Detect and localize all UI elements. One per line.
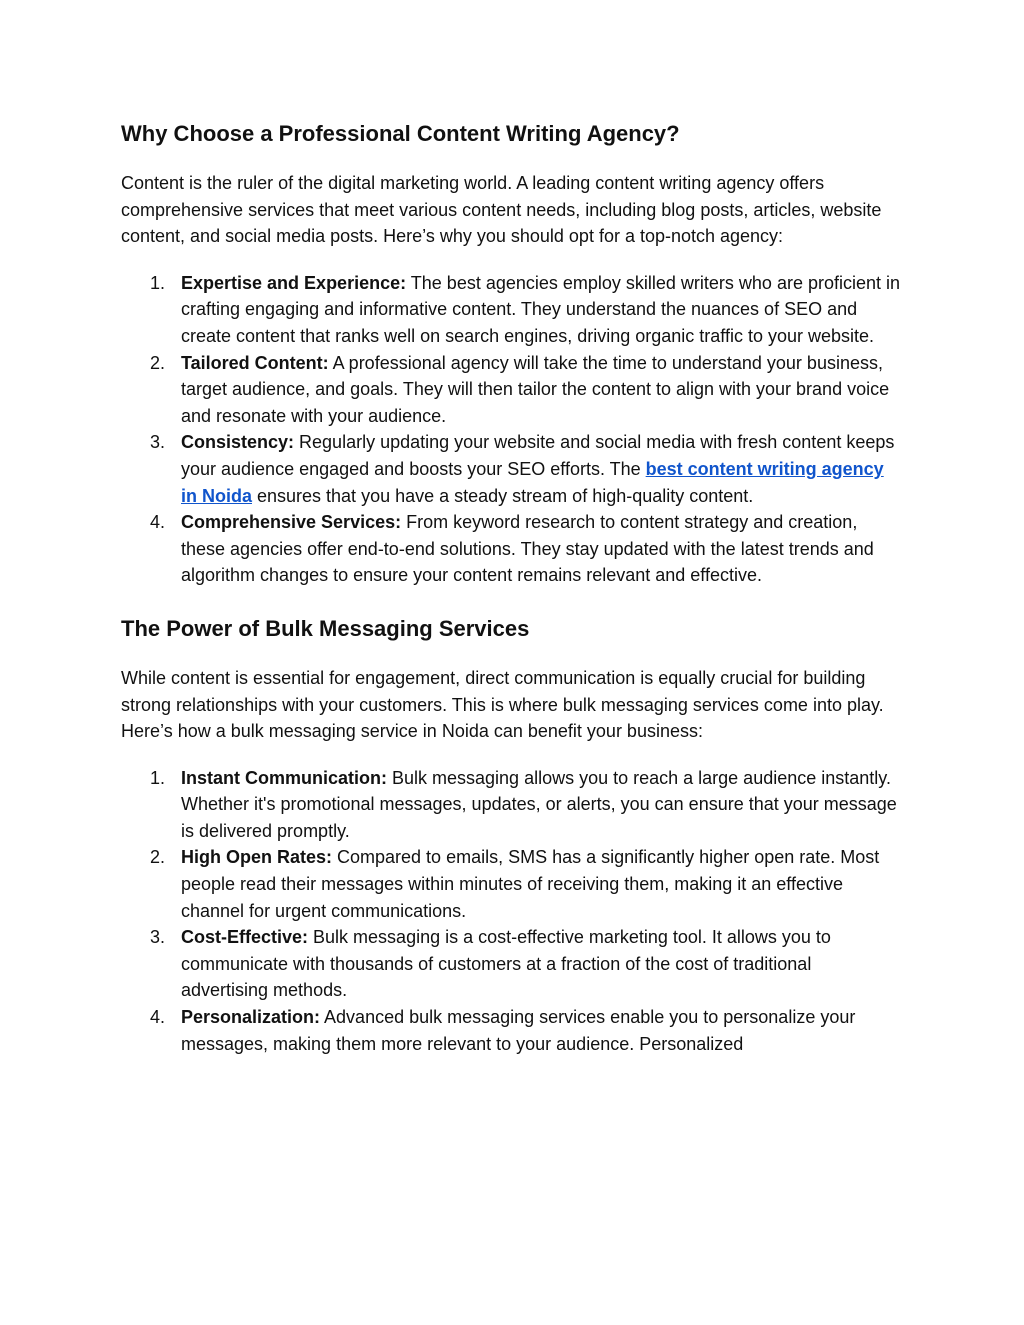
list-item-text: Bulk messaging is a cost-effective marketing tool. It allows you to communicate with thousands of customers at a fraction of the cost of traditional advertising methods. <box>181 927 831 1001</box>
list-number: 3. <box>150 927 166 948</box>
bulk-messaging-list <box>121 765 921 1058</box>
content-agency-list <box>121 270 921 589</box>
list-item-title: High Open Rates: <box>181 847 333 868</box>
list-item <box>121 350 901 430</box>
list-item-text: Advanced bulk messaging services enable you to personalize your messages, making them more relevant to your audience. Personalized <box>181 1007 856 1054</box>
list-number: 4. <box>150 1007 166 1028</box>
list-item-text: From keyword research to content strategy and creation, these agencies offer end-to-end solutions. They stay updated with the latest trends and algorithm changes to ensure your content remains relevant and effective. <box>181 512 874 586</box>
list-item <box>121 924 901 1004</box>
section-heading-content-agency: Why Choose a Professional Content Writing Agency? <box>121 121 680 146</box>
list-number: 2. <box>150 847 166 868</box>
list-item-text: ensures that you have a steady stream of high-quality content. <box>252 485 754 506</box>
list-item-text: Regularly updating your website and social media with fresh content keeps your audience engaged and boosts your SEO efforts. The <box>181 432 895 479</box>
list-item <box>121 270 901 350</box>
list-number: 2. <box>150 352 166 373</box>
list-number: 1. <box>150 272 166 293</box>
list-item-title: Expertise and Experience: <box>181 272 407 293</box>
list-item <box>121 429 901 509</box>
section-intro-paragraph: Content is the ruler of the digital marketing world. A leading content writing agency offers comprehensive services that meet various content needs, including blog posts, articles, website content, and social media posts. Here’s why you should opt for a top-notch agency: <box>121 173 882 247</box>
list-item <box>121 844 901 924</box>
content-agency-noida-link[interactable]: best content writing agency in Noida <box>181 458 884 506</box>
list-item-title: Personalization: <box>181 1007 321 1028</box>
list-item-text: A professional agency will take the time to understand your business, target audience, and goals. They will then tailor the content to align with your brand voice and resonate with your audience. <box>181 352 890 426</box>
list-item-text: Compared to emails, SMS has a significantly higher open rate. Most people read their messages within minutes of receiving them, making it an effective channel for urgent communications. <box>181 847 880 921</box>
section-heading-bulk-messaging: The Power of Bulk Messaging Services <box>121 615 530 641</box>
list-item-text: Bulk messaging allows you to reach a large audience instantly. Whether it's promotional messages, updates, or alerts, you can ensure that your message is delivered promptly. <box>181 767 897 841</box>
list-number: 4. <box>150 512 166 533</box>
document-content <box>121 118 921 1057</box>
list-item-text: The best agencies employ skilled writers who are proficient in crafting engaging and informative content. They understand the nuances of SEO and create content that ranks well on search engines, driving organic traffic to your website. <box>181 272 901 346</box>
list-item <box>121 509 901 589</box>
list-item-title: Comprehensive Services: <box>181 512 402 533</box>
list-number: 1. <box>150 767 166 788</box>
list-item-title: Instant Communication: <box>181 767 387 788</box>
list-item <box>121 765 901 845</box>
section-intro-paragraph: While content is essential for engagement, direct communication is equally crucial for building strong relationships with your customers. This is where bulk messaging services come into play. Here’s how a bulk messaging service in Noida can benefit your business: <box>121 667 884 742</box>
list-item <box>121 1004 901 1057</box>
list-item-title: Tailored Content: <box>181 352 329 373</box>
list-item-title: Consistency: <box>181 432 295 453</box>
list-item-title: Cost-Effective: <box>181 927 309 948</box>
list-number: 3. <box>150 432 166 453</box>
